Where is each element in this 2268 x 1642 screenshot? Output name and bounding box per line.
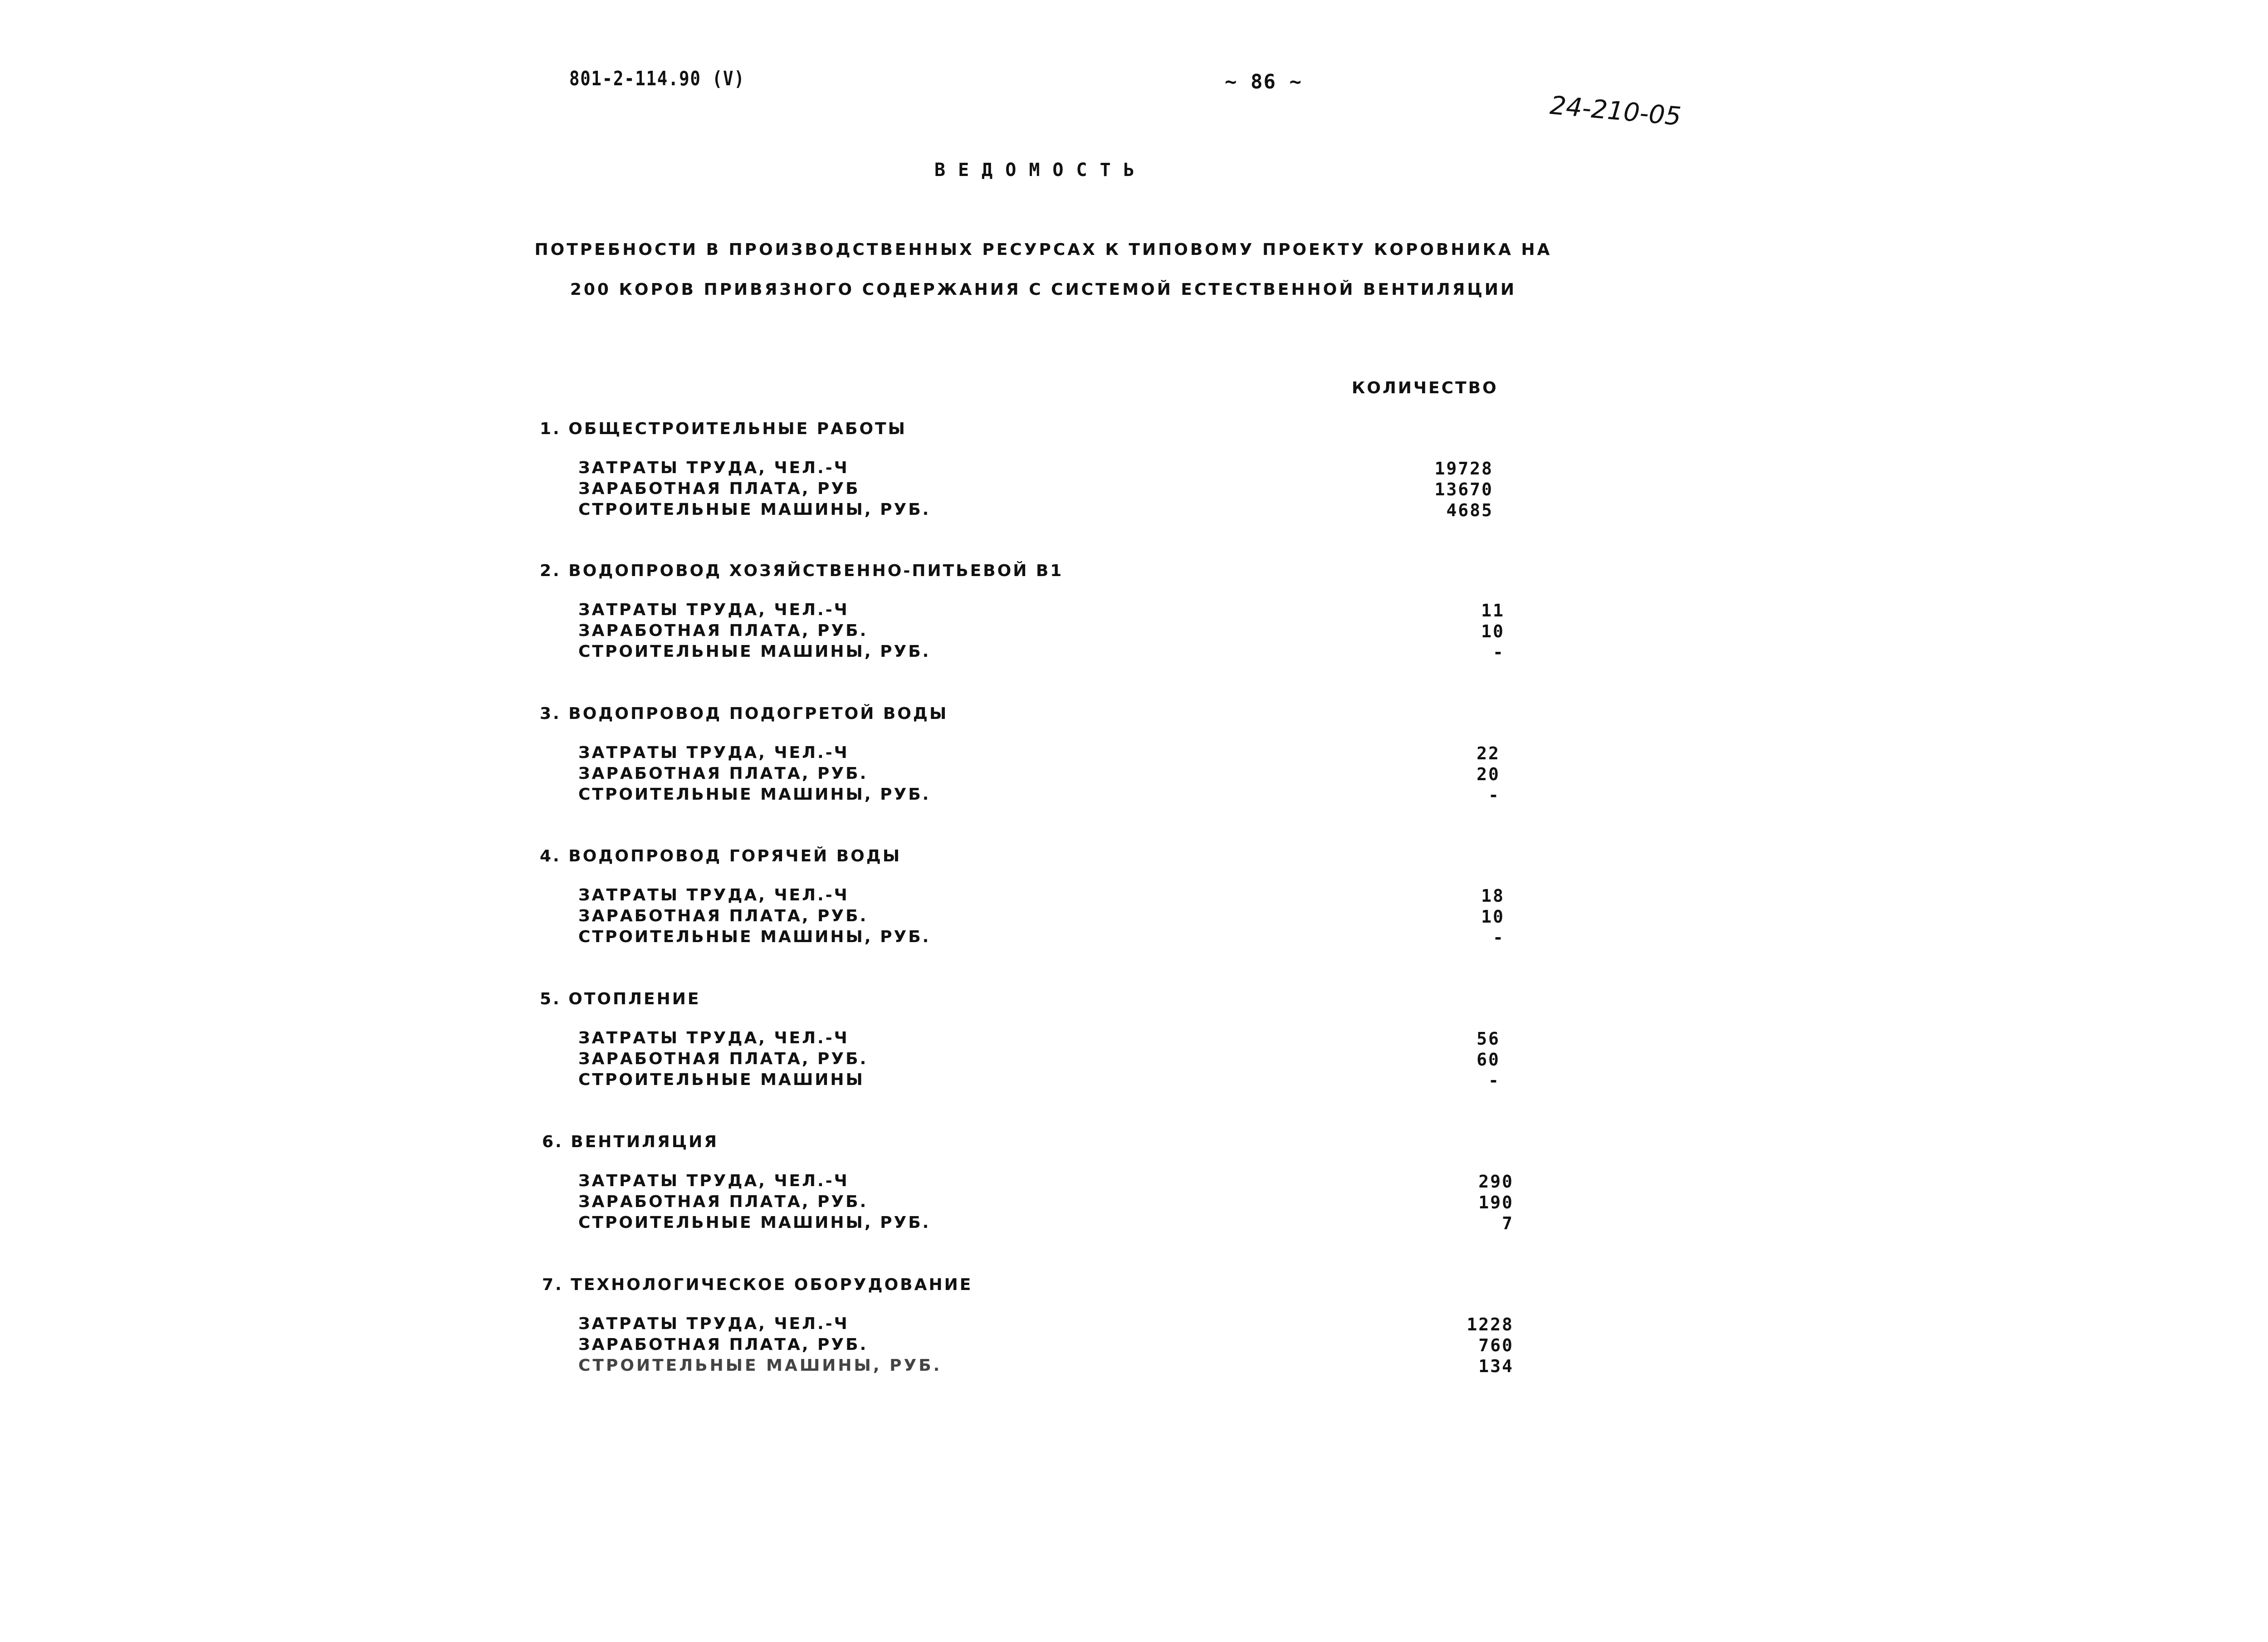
row-value: 134 xyxy=(1478,1356,1514,1376)
document-code: 801-2-114.90 (V) xyxy=(569,67,745,90)
quantity-column-header: КОЛИЧЕСТВО xyxy=(1352,379,1498,397)
table-row xyxy=(0,1192,2268,1213)
row-value: 1228 xyxy=(1466,1315,1514,1334)
row-value: 290 xyxy=(1478,1172,1514,1192)
row-label: ЗАТРАТЫ ТРУДА, ЧЕЛ.-Ч xyxy=(578,459,849,477)
section-title: 1. ОБЩЕСТРОИТЕЛЬНЫЕ РАБОТЫ xyxy=(540,420,907,438)
section-drinking-water-supply xyxy=(0,562,2268,670)
row-label: ЗАТРАТЫ ТРУДА, ЧЕЛ.-Ч xyxy=(578,743,849,762)
row-value: 4685 xyxy=(1446,500,1493,520)
row-label: ЗАРАБОТНАЯ ПЛАТА, РУБ. xyxy=(578,621,868,640)
row-label: ЗАРАБОТНАЯ ПЛАТА, РУБ. xyxy=(578,1335,868,1354)
table-row xyxy=(0,642,2268,663)
row-value: 18 xyxy=(1481,886,1505,906)
table-row xyxy=(0,601,2268,621)
table-row xyxy=(0,1050,2268,1070)
section-general-construction xyxy=(0,420,2268,528)
row-value: 11 xyxy=(1481,601,1505,621)
table-row xyxy=(0,764,2268,785)
handwritten-sheet-code: 24-210-05 xyxy=(1549,91,1682,132)
row-label: ЗАРАБОТНАЯ ПЛАТА, РУБ. xyxy=(578,1050,868,1068)
section-heating xyxy=(0,990,2268,1099)
section-title: 7. ТЕХНОЛОГИЧЕСКОЕ ОБОРУДОВАНИЕ xyxy=(542,1275,973,1294)
table-row xyxy=(0,1335,2268,1356)
table-row xyxy=(0,928,2268,948)
table-row xyxy=(0,1070,2268,1091)
row-label: СТРОИТЕЛЬНЫЕ МАШИНЫ, РУБ. xyxy=(578,785,931,804)
row-value: 760 xyxy=(1478,1335,1514,1355)
row-value: - xyxy=(1493,642,1505,662)
section-ventilation xyxy=(0,1133,2268,1241)
table-row xyxy=(0,1029,2268,1050)
page-number: ~ 86 ~ xyxy=(1225,70,1302,93)
table-row xyxy=(0,785,2268,806)
row-value: 60 xyxy=(1476,1050,1500,1070)
table-row xyxy=(0,907,2268,928)
table-row xyxy=(0,1172,2268,1192)
row-label: ЗАРАБОТНАЯ ПЛАТА, РУБ. xyxy=(578,907,868,925)
row-label: ЗАТРАТЫ ТРУДА, ЧЕЛ.-Ч xyxy=(578,601,849,619)
subtitle-line-1: ПОТРЕБНОСТИ В ПРОИЗВОДСТВЕННЫХ РЕСУРСАХ К ТИПОВОМУ ПРОЕКТУ КОРОВНИКА НА xyxy=(534,240,1552,259)
table-row xyxy=(0,1213,2268,1234)
row-label: ЗАРАБОТНАЯ ПЛАТА, РУБ. xyxy=(578,1192,868,1211)
section-hot-water-supply xyxy=(0,847,2268,956)
section-title: 2. ВОДОПРОВОД ХОЗЯЙСТВЕННО-ПИТЬЕВОЙ В1 xyxy=(540,562,1064,580)
table-row xyxy=(0,886,2268,907)
row-value: 19728 xyxy=(1434,459,1493,479)
row-label: СТРОИТЕЛЬНЫЕ МАШИНЫ, РУБ. xyxy=(578,500,931,519)
row-label: ЗАТРАТЫ ТРУДА, ЧЕЛ.-Ч xyxy=(578,886,849,904)
table-row xyxy=(0,500,2268,521)
subtitle-line-2: 200 КОРОВ ПРИВЯЗНОГО СОДЕРЖАНИЯ С СИСТЕМОЙ ЕСТЕСТВЕННОЙ ВЕНТИЛЯЦИИ xyxy=(570,280,1517,299)
table-row xyxy=(0,743,2268,764)
row-label: ЗАТРАТЫ ТРУДА, ЧЕЛ.-Ч xyxy=(578,1315,849,1333)
row-value: 13670 xyxy=(1434,479,1493,499)
row-label: ЗАТРАТЫ ТРУДА, ЧЕЛ.-Ч xyxy=(578,1029,849,1047)
document-title: ВЕДОМОСТЬ xyxy=(934,160,1147,181)
row-label: СТРОИТЕЛЬНЫЕ МАШИНЫ, РУБ. xyxy=(578,928,931,946)
row-label: ЗАТРАТЫ ТРУДА, ЧЕЛ.-Ч xyxy=(578,1172,849,1190)
table-row xyxy=(0,1356,2268,1377)
section-title: 4. ВОДОПРОВОД ГОРЯЧЕЙ ВОДЫ xyxy=(540,847,902,865)
row-value: 190 xyxy=(1478,1192,1514,1212)
section-heated-water-supply xyxy=(0,704,2268,813)
row-label: СТРОИТЕЛЬНЫЕ МАШИНЫ, РУБ. xyxy=(578,1356,942,1375)
row-value: 10 xyxy=(1481,621,1505,641)
row-label: ЗАРАБОТНАЯ ПЛАТА, РУБ. xyxy=(578,764,868,783)
row-value: 20 xyxy=(1476,764,1500,784)
row-value: - xyxy=(1488,785,1500,805)
section-title: 5. ОТОПЛЕНИЕ xyxy=(540,990,701,1008)
row-value: - xyxy=(1488,1070,1500,1090)
row-label: СТРОИТЕЛЬНЫЕ МАШИНЫ xyxy=(578,1070,865,1089)
table-row xyxy=(0,459,2268,479)
row-value: - xyxy=(1493,928,1505,948)
section-title: 3. ВОДОПРОВОД ПОДОГРЕТОЙ ВОДЫ xyxy=(540,704,948,723)
row-value: 10 xyxy=(1481,907,1505,927)
row-label: ЗАРАБОТНАЯ ПЛАТА, РУБ xyxy=(578,479,860,498)
section-title: 6. ВЕНТИЛЯЦИЯ xyxy=(542,1133,719,1151)
section-technological-equipment xyxy=(0,1275,2268,1384)
row-value: 56 xyxy=(1476,1029,1500,1049)
row-label: СТРОИТЕЛЬНЫЕ МАШИНЫ, РУБ. xyxy=(578,642,931,661)
table-row xyxy=(0,1315,2268,1335)
row-label: СТРОИТЕЛЬНЫЕ МАШИНЫ, РУБ. xyxy=(578,1213,931,1232)
row-value: 22 xyxy=(1476,743,1500,763)
table-row xyxy=(0,621,2268,642)
table-row xyxy=(0,479,2268,500)
row-value: 7 xyxy=(1502,1213,1514,1233)
